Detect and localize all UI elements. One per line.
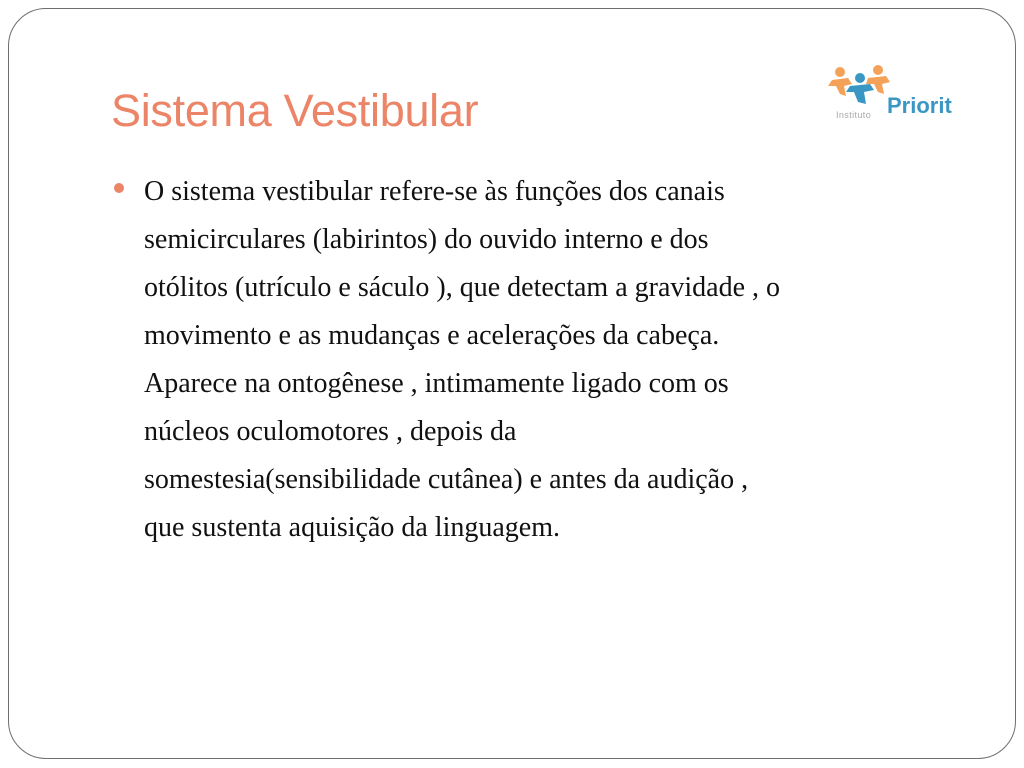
bullet-line: movimento e as mudanças e acelerações da cabeça.: [144, 320, 720, 351]
logo-prefix-text: Instituto: [836, 110, 872, 120]
bullet-line: otólitos (utrículo e sáculo ), que detectam a gravidade , o: [144, 272, 781, 303]
slide-title: Sistema Vestibular: [111, 85, 479, 136]
bullet-line: que sustenta aquisição da linguagem.: [144, 512, 560, 543]
bullet-line: semicirculares (labirintos) do ouvido interno e dos: [144, 224, 709, 255]
bullet-line: somestesia(sensibilidade cutânea) e antes da audição ,: [144, 464, 749, 495]
bullet-line: núcleos oculomotores , depois da: [144, 416, 517, 447]
bullet-text: [144, 168, 780, 552]
institute-logo: [826, 64, 986, 124]
bullet-icon: [114, 183, 124, 193]
bullet-line: O sistema vestibular refere-se às funções dos canais: [144, 176, 725, 207]
bullet-line: Aparece na ontogênese , intimamente ligado com os: [144, 368, 729, 399]
slide-body: [114, 168, 974, 552]
logo-brand-text: Priorit: [887, 93, 952, 118]
bullet-item: [114, 168, 974, 552]
